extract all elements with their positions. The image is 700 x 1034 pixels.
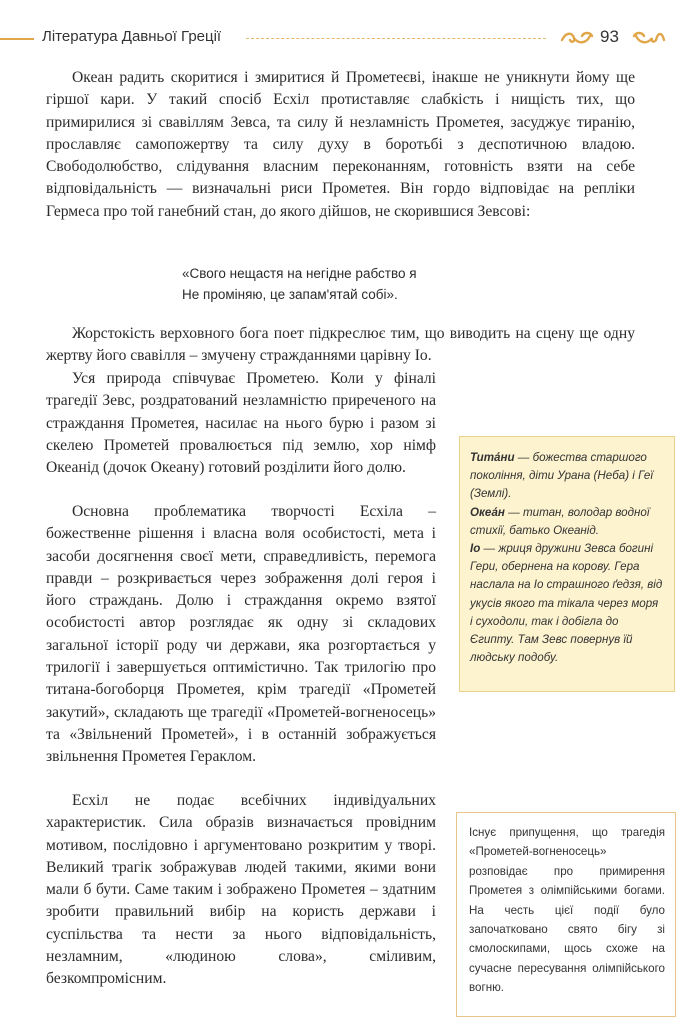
glossary-definition: — божества старшого покоління, діти Урана (Неба) і Геї (Землі). <box>470 451 653 501</box>
quote-line: «Свого нещастя на негідне рабство я <box>182 266 417 281</box>
paragraph-zeus-cruelty: Жорстокість верховного бога поет підкреслює тим, що виводить на сцену ще одну жертву його свавілля – змучену стражданнями царівну Іо. <box>46 325 635 365</box>
paragraph-nature-sympathy: Уся природа співчуває Прометею. Коли у фіналі трагедії Зевс, роздратований незламністю приреченого на страждання Прометея, насилає на нього бурю і разом зі скелею Прометей провалюється під землю, хор німф Океанід (дочок Океану) готовий розділити його долю. <box>46 370 436 477</box>
swirl-ornament-icon <box>560 28 594 48</box>
glossary-term: Іо <box>470 542 481 556</box>
glossary-term: Океа́н <box>470 505 505 519</box>
swirl-ornament-icon <box>632 28 666 48</box>
poem-quote <box>182 263 417 305</box>
glossary-entry <box>470 449 664 504</box>
glossary-definition: — жриця дружини Зевса богині Гери, обернена на корову. Гера наслала на Іо страшного ґедзя, від укусів якого та тікала через моря і суходоли, так і добігла до Єгипту. Там Зевс повернув їй людську подобу. <box>470 542 663 665</box>
glossary-definition: — титан, володар водної стихії, батько Океанід. <box>470 505 650 537</box>
glossary-box <box>459 436 675 692</box>
quote-line: Не проміняю, це запам'ятай собі». <box>182 287 398 302</box>
paragraph-ocean-advice: Океан радить скоритися і змиритися й Прометеєві, інакше не уникнути йому ще гіршої кари. У такий спосіб Есхіл протиставляє слабкість і нищість тих, що примирилися зі свавіллям Зевса, та силу й незламність Прометея, засуджує тиранію, прославляє самопожертву та силу духу в боротьбі з деспотичною владою. Свободолюбство, слідування власним переконанням, готовність взяти на себе відповідальність — визначальні риси Прометея. Він гордо відповідає на репліки Гермеса про той ганебний стан, до якого дійшов, не скорившися Зевсові: <box>46 69 635 220</box>
glossary-term: Тита́ни <box>470 451 515 464</box>
section-title: Література Давньої Греції <box>42 28 222 45</box>
page-header <box>0 24 700 54</box>
header-rule-dashed <box>246 38 546 39</box>
page-number: 93 <box>600 27 619 46</box>
header-rule-left <box>0 38 34 40</box>
glossary-entry <box>470 540 664 667</box>
note-box: Існує припущення, що трагедія «Прометей-вогненосець» розповідає про примирення Прометея з олімпійськими богами. На честь цієї події було започатковано свято бігу зі смолоскипами, щось схоже на сучасне пересування олімпійського вогню. <box>456 812 676 1017</box>
paragraph-main-themes: Основна проблематика творчості Есхіла – божественне рішення і власна воля особистості, мета і засоби досягнення своєї мети, справедливість, перемога правди – розкривається через зображення долі героя і його страждань. Долю і страждання окремо взятої особистості автор розглядає як одну зі складових загальної історії роду чи держави, яка розгортається у трилогії і завершується оптимістично. Так трилогію про титана-богоборця Прометея, крім трагедії «Прометей закутий», складають ще трагедії «Прометей-вогненосець» та «Звільнений Прометей», і в останній зображується звільнення Прометея Гераклом. <box>46 503 436 766</box>
glossary-entry <box>470 504 664 540</box>
paragraph-characterization: Есхіл не подає всебічних індивідуальних характеристик. Сила образів визначається провідним мотивом, послідовно і аргументовано розкритим у творі. Великий трагік зображував людей такими, якими вони мали б бути. Саме таким і зображено Прометея – здатним зробити правильний вибір на користь держави і суспільства та нести за нього відповідальність, незламним, «людиною слова», сміливим, безкомпромісним. <box>46 792 436 988</box>
